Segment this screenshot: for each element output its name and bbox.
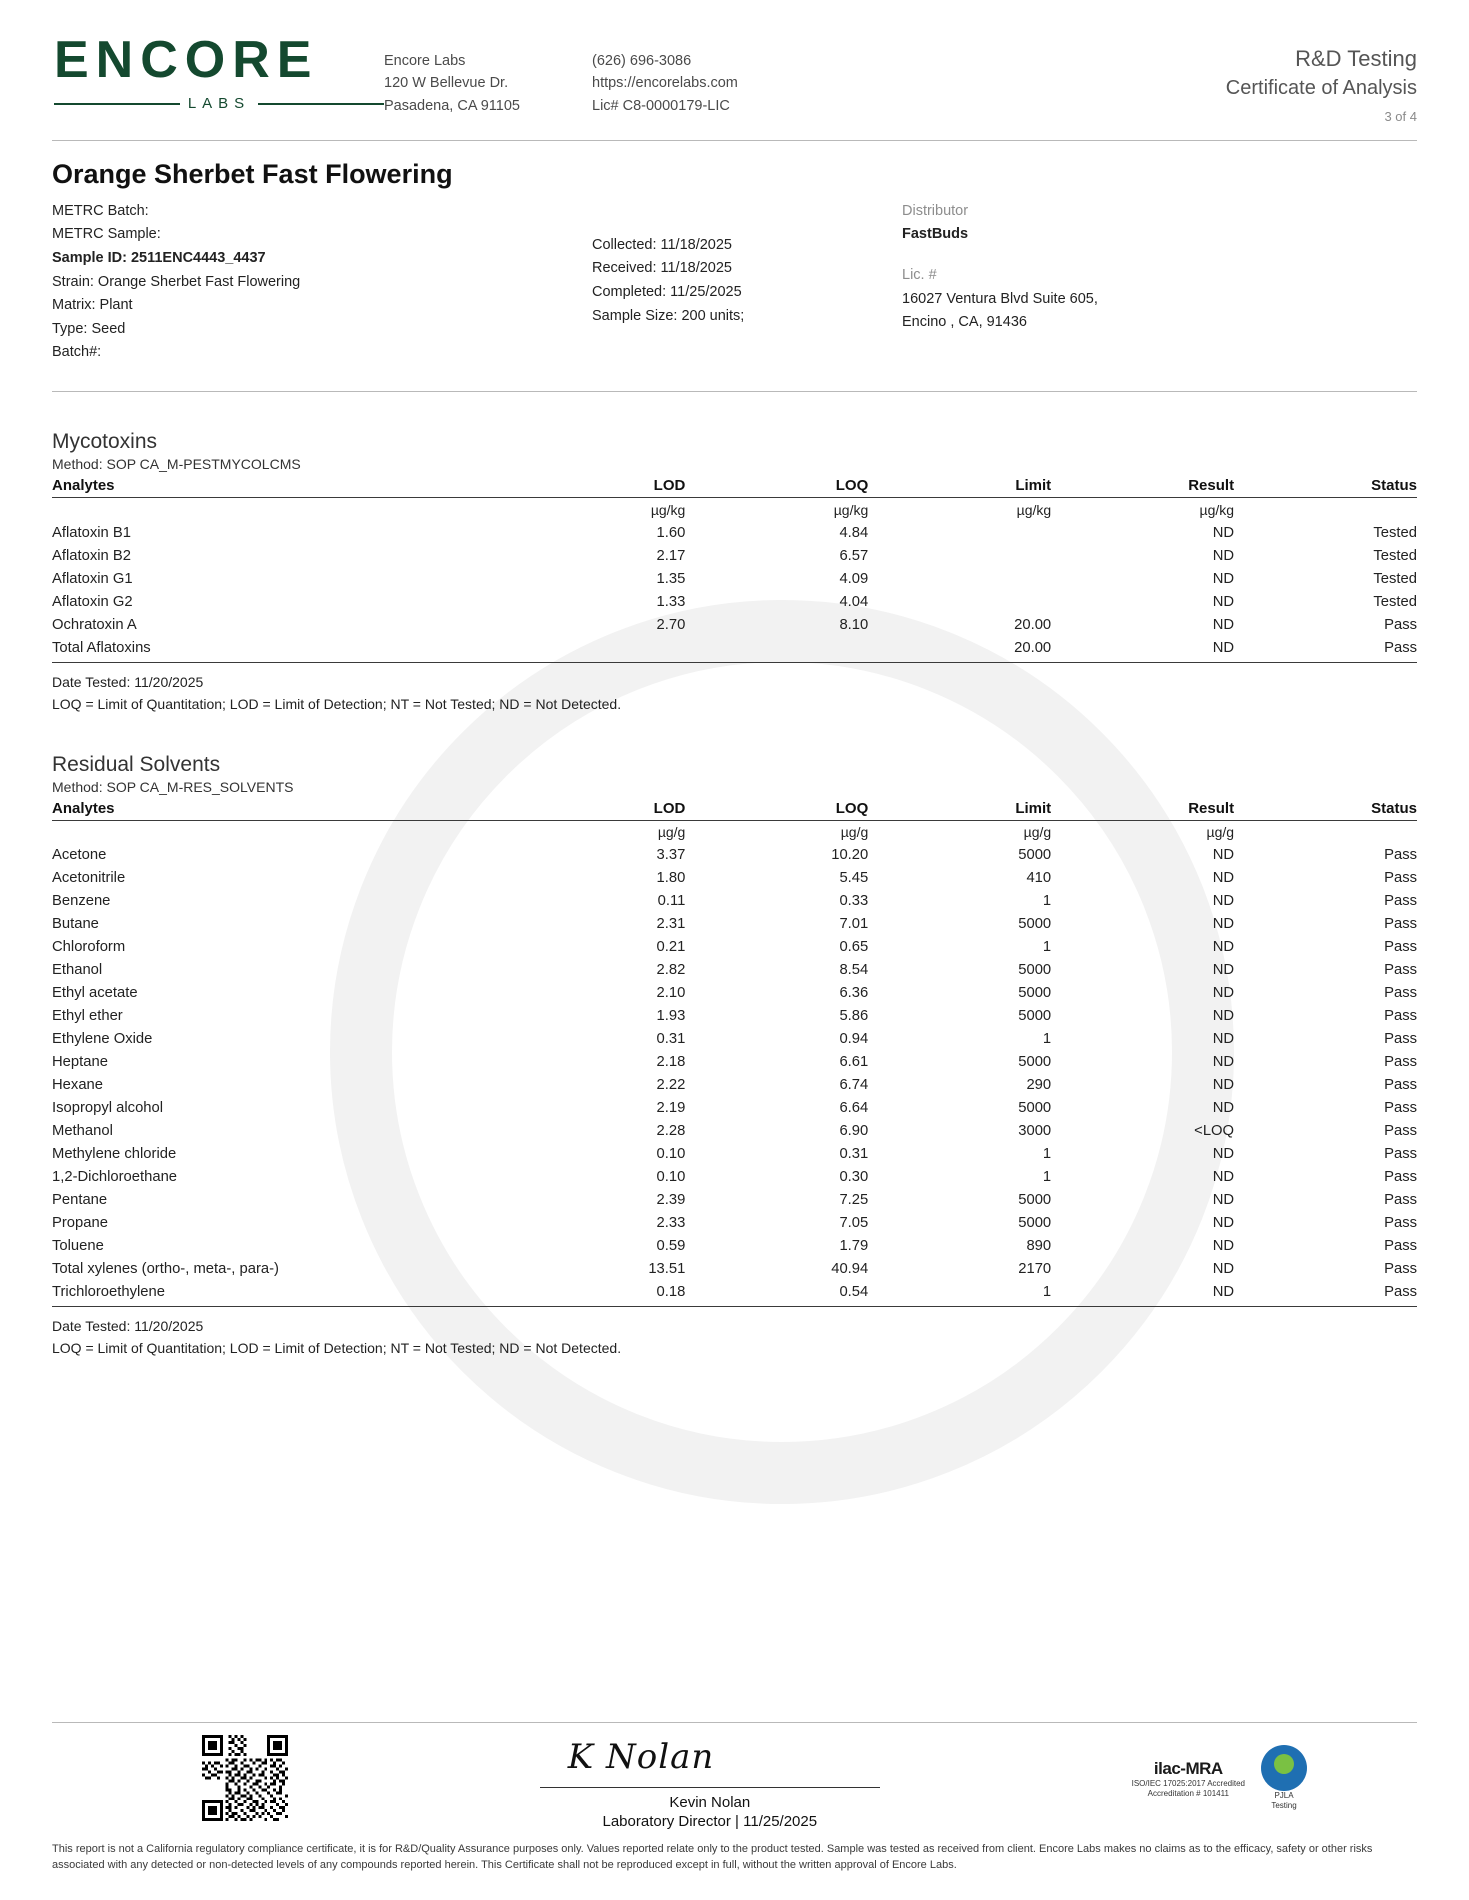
table-header-row <box>52 798 1417 821</box>
row-status: Pass <box>1384 1100 1417 1117</box>
row-loq: 6.64 <box>839 1100 869 1117</box>
table-row <box>52 1005 1417 1028</box>
lab-license: Lic# C8-0000179-LIC <box>592 97 730 114</box>
signer-role: Laboratory Director | 11/25/2025 <box>602 1813 818 1831</box>
row-loq: 7.05 <box>839 1215 869 1232</box>
table-row <box>52 1120 1417 1143</box>
col-lod: LOD <box>502 798 685 821</box>
row-loq: 6.57 <box>839 547 869 564</box>
ilac-logo-text: ilac-MRA <box>1153 1758 1223 1778</box>
row-result: ND <box>1212 1008 1235 1025</box>
col-limit: Limit <box>868 798 1051 821</box>
row-lod: 2.22 <box>656 1077 686 1094</box>
row-analyte: Ethanol <box>52 962 103 979</box>
row-limit: 1 <box>1042 1031 1052 1048</box>
row-loq: 7.01 <box>839 916 869 933</box>
completed-date: Completed: 11/25/2025 <box>592 283 742 300</box>
table-row <box>52 1258 1417 1281</box>
col-loq: LOQ <box>685 798 868 821</box>
row-limit: 5000 <box>1018 916 1052 933</box>
row-loq: 5.86 <box>839 1008 869 1025</box>
col-analytes: Analytes <box>52 475 502 498</box>
row-limit: 5000 <box>1018 1215 1052 1232</box>
distributor-label: Distributor <box>902 202 969 219</box>
residual-solvents-table <box>52 798 1417 1308</box>
row-status: Pass <box>1384 1077 1417 1094</box>
spacer <box>592 217 902 234</box>
row-loq: 6.90 <box>839 1123 869 1140</box>
row-analyte: Methylene chloride <box>52 1146 177 1163</box>
residual-solvents-date-tested: Date Tested: 11/20/2025 <box>52 1318 204 1335</box>
row-analyte: Acetonitrile <box>52 870 126 887</box>
row-result: ND <box>1212 1169 1235 1186</box>
residual-solvents-table-body <box>52 820 1417 1307</box>
col-lod: LOD <box>502 475 685 498</box>
table-row <box>52 1189 1417 1212</box>
received-date: Received: 11/18/2025 <box>592 260 733 277</box>
logo-subline <box>54 95 384 112</box>
signature-line <box>540 1737 880 1788</box>
row-lod: 2.10 <box>656 985 686 1002</box>
lab-address-line-3: Pasadena, CA 91105 <box>384 97 520 114</box>
sample-divider <box>52 391 1417 392</box>
row-limit: 5000 <box>1018 1192 1052 1209</box>
sample-info-column-middle <box>592 200 902 365</box>
col-result: Result <box>1051 475 1234 498</box>
row-status: Pass <box>1384 847 1417 864</box>
table-row <box>52 567 1417 590</box>
units-status <box>1234 820 1417 844</box>
row-loq: 5.45 <box>839 870 869 887</box>
table-row <box>52 1097 1417 1120</box>
row-status: Pass <box>1384 916 1417 933</box>
report-subtitle: Certificate of Analysis <box>1225 76 1417 99</box>
lab-address-line-2: 120 W Bellevue Dr. <box>384 75 509 92</box>
table-row <box>52 1166 1417 1189</box>
sample-type: Type: Seed <box>52 320 126 337</box>
row-limit: 890 <box>1026 1238 1052 1255</box>
table-row <box>52 590 1417 613</box>
table-row <box>52 613 1417 636</box>
row-analyte: Ethylene Oxide <box>52 1031 153 1048</box>
spacer <box>902 247 1302 264</box>
encore-labs-logo <box>54 28 384 112</box>
table-row <box>52 890 1417 913</box>
row-limit <box>868 590 1051 613</box>
pjla-mark <box>1261 1745 1307 1811</box>
sample-info-column-left <box>52 200 592 365</box>
units-result: µg/kg <box>1199 501 1235 518</box>
table-row <box>52 1235 1417 1258</box>
row-lod: 1.60 <box>656 524 686 541</box>
row-status: Tested <box>1373 547 1417 564</box>
distributor-license-label: Lic. # <box>902 266 937 283</box>
table-row <box>52 1051 1417 1074</box>
row-analyte: Toluene <box>52 1238 104 1255</box>
row-result: ND <box>1212 916 1235 933</box>
row-status: Pass <box>1384 1261 1417 1278</box>
row-result: ND <box>1212 1031 1235 1048</box>
row-loq: 6.36 <box>839 985 869 1002</box>
row-lod: 2.17 <box>656 547 686 564</box>
row-lod: 0.11 <box>657 893 686 910</box>
row-result: ND <box>1212 570 1235 587</box>
row-status: Pass <box>1384 616 1417 633</box>
row-result: ND <box>1212 547 1235 564</box>
row-loq: 6.61 <box>839 1054 869 1071</box>
distributor-address-line-2: Encino , CA, 91436 <box>902 314 1027 331</box>
row-result: ND <box>1051 636 1234 662</box>
col-loq: LOQ <box>685 475 868 498</box>
row-lod: 2.31 <box>656 916 686 933</box>
table-header-row <box>52 475 1417 498</box>
row-status: Pass <box>1384 1238 1417 1255</box>
row-analyte: Butane <box>52 916 99 933</box>
row-analyte: Aflatoxin B1 <box>52 524 131 541</box>
units-blank <box>52 820 502 844</box>
metrc-sample: METRC Sample: <box>52 226 161 243</box>
row-loq: 40.94 <box>831 1261 869 1278</box>
table-row <box>52 1281 1417 1307</box>
row-result: ND <box>1212 1215 1235 1232</box>
row-result: ND <box>1212 1077 1235 1094</box>
logo-wordmark: ENCORE <box>54 31 319 89</box>
row-limit: 5000 <box>1018 985 1052 1002</box>
row-loq: 1.79 <box>839 1238 869 1255</box>
row-limit: 290 <box>1026 1077 1052 1094</box>
row-analyte: Hexane <box>52 1077 104 1094</box>
row-result: ND <box>1212 1238 1235 1255</box>
spacer <box>592 200 902 217</box>
row-analyte: Heptane <box>52 1054 108 1071</box>
row-lod: 0.10 <box>656 1169 686 1186</box>
row-status: Pass <box>1384 939 1417 956</box>
residual-solvents-method: Method: SOP CA_M-RES_SOLVENTS <box>52 778 294 795</box>
table-row <box>52 982 1417 1005</box>
section-residual-solvents <box>52 753 1417 1360</box>
row-result: ND <box>1212 616 1235 633</box>
report-title-block <box>1226 28 1417 124</box>
row-result: ND <box>1212 524 1235 541</box>
table-row <box>52 844 1417 867</box>
table-row <box>52 1074 1417 1097</box>
row-analyte: Aflatoxin G2 <box>52 593 133 610</box>
table-row <box>52 1212 1417 1235</box>
table-row <box>52 1143 1417 1166</box>
report-type: R&D Testing <box>1295 46 1417 71</box>
row-analyte: Ethyl acetate <box>52 985 138 1002</box>
units-lod: µg/kg <box>650 501 686 518</box>
row-analyte: 1,2-Dichloroethane <box>52 1169 178 1186</box>
table-row <box>52 959 1417 982</box>
row-result: ND <box>1212 985 1235 1002</box>
row-loq: 0.31 <box>839 1146 869 1163</box>
row-analyte: Aflatoxin G1 <box>52 570 133 587</box>
row-status: Pass <box>1384 893 1417 910</box>
units-loq: µg/g <box>840 824 869 841</box>
row-result: ND <box>1212 1100 1235 1117</box>
row-result: ND <box>1212 939 1235 956</box>
row-status: Pass <box>1234 1281 1417 1307</box>
row-result: ND <box>1212 1146 1235 1163</box>
col-analytes: Analytes <box>52 798 502 821</box>
row-status: Pass <box>1384 1054 1417 1071</box>
sample-info <box>52 200 1417 365</box>
row-lod: 0.21 <box>656 939 686 956</box>
row-limit: 410 <box>1026 870 1052 887</box>
row-loq: 0.65 <box>839 939 869 956</box>
table-row <box>52 867 1417 890</box>
footer-divider <box>52 1722 1417 1723</box>
row-result: ND <box>1212 1054 1235 1071</box>
row-lod: 13.51 <box>648 1261 686 1278</box>
lab-address <box>384 28 592 117</box>
row-lod: 3.37 <box>656 847 686 864</box>
row-loq: 8.54 <box>839 962 869 979</box>
row-status: Pass <box>1384 985 1417 1002</box>
row-loq: 4.09 <box>839 570 869 587</box>
mycotoxins-method: Method: SOP CA_M-PESTMYCOLCMS <box>52 456 301 473</box>
distributor-address-line-1: 16027 Ventura Blvd Suite 605, <box>902 290 1098 307</box>
row-result: ND <box>1212 962 1235 979</box>
row-result: ND <box>1212 1192 1235 1209</box>
row-result: ND <box>1212 593 1235 610</box>
signer-name: Kevin Nolan <box>669 1794 751 1812</box>
table-row <box>52 636 1417 662</box>
row-analyte: Ochratoxin A <box>52 616 137 633</box>
row-status: Pass <box>1384 1215 1417 1232</box>
row-status: Pass <box>1384 1146 1417 1163</box>
row-lod: 1.33 <box>656 593 686 610</box>
row-loq: 0.33 <box>839 893 869 910</box>
row-limit <box>868 521 1051 544</box>
row-lod: 2.28 <box>656 1123 686 1140</box>
row-status: Tested <box>1373 524 1417 541</box>
table-row <box>52 1028 1417 1051</box>
units-status <box>1234 498 1417 522</box>
col-status: Status <box>1234 475 1417 498</box>
mycotoxins-title: Mycotoxins <box>52 430 158 454</box>
signature-block <box>500 1737 920 1831</box>
row-limit: 5000 <box>1018 1054 1052 1071</box>
sample-size: Sample Size: 200 units; <box>592 307 745 324</box>
row-result: ND <box>1051 1281 1234 1307</box>
col-result: Result <box>1051 798 1234 821</box>
row-status: Pass <box>1384 1008 1417 1025</box>
row-result: <LOQ <box>1194 1123 1235 1140</box>
row-lod: 0.10 <box>656 1146 686 1163</box>
row-lod: 2.70 <box>656 616 686 633</box>
pjla-label: PJLA <box>1274 1791 1294 1801</box>
sample-id: Sample ID: 2511ENC4443_4437 <box>52 249 266 266</box>
row-lod: 1.93 <box>656 1008 686 1025</box>
units-result: µg/g <box>1206 824 1235 841</box>
row-limit: 1 <box>1042 893 1052 910</box>
row-status: Pass <box>1384 1031 1417 1048</box>
logo-labs-text: LABS <box>187 95 251 112</box>
row-lod: 1.35 <box>656 570 686 587</box>
page-indicator: 3 of 4 <box>1384 108 1417 124</box>
mycotoxins-legend: LOQ = Limit of Quantitation; LOD = Limit of Detection; NT = Not Tested; ND = Not Detected. <box>52 695 622 712</box>
units-lod: µg/g <box>657 824 686 841</box>
row-analyte: Acetone <box>52 847 107 864</box>
row-limit: 2170 <box>1018 1261 1052 1278</box>
lab-phone: (626) 696-3086 <box>592 53 692 69</box>
row-analyte: Isopropyl alcohol <box>52 1100 164 1117</box>
col-limit: Limit <box>868 475 1051 498</box>
row-loq: 0.30 <box>839 1169 869 1186</box>
row-result: ND <box>1212 1261 1235 1278</box>
lab-website[interactable]: https://encorelabs.com <box>592 75 738 92</box>
row-status: Pass <box>1384 1192 1417 1209</box>
sample-strain: Strain: Orange Sherbet Fast Flowering <box>52 273 301 290</box>
disclaimer-text: This report is not a California regulatory compliance certificate, it is for R&D/Quality Assurance purposes only. Values reported relate only to the product tested. Sample was tested as received from client. Encore Labs makes no claims as to the efficacy, safety or other risks associated with any detected or non-detected levels of any compounds reported herein. This Certificate shall not be reproduced except in full, without the written approval of Encore Labs. <box>52 1843 1373 1872</box>
row-limit: 1 <box>1042 1146 1052 1163</box>
table-row <box>52 521 1417 544</box>
units-limit: µg/g <box>1023 824 1052 841</box>
residual-solvents-legend: LOQ = Limit of Quantitation; LOD = Limit of Detection; NT = Not Tested; ND = Not Detected. <box>52 1340 622 1357</box>
units-row <box>52 820 1417 844</box>
row-limit: 1 <box>868 1281 1051 1307</box>
row-limit: 1 <box>1042 1169 1052 1186</box>
row-loq: 7.25 <box>839 1192 869 1209</box>
logo-rule-right <box>258 103 384 105</box>
row-analyte: Methanol <box>52 1123 113 1140</box>
metrc-batch: METRC Batch: <box>52 202 149 219</box>
row-lod: 1.80 <box>656 870 686 887</box>
lab-address-line-1: Encore Labs <box>384 53 466 69</box>
row-status: Tested <box>1373 570 1417 587</box>
table-row <box>52 913 1417 936</box>
row-limit: 5000 <box>1018 847 1052 864</box>
row-status: Tested <box>1373 593 1417 610</box>
sample-info-column-right <box>902 200 1302 365</box>
row-loq: 4.84 <box>839 524 869 541</box>
section-mycotoxins <box>52 430 1417 715</box>
row-limit: 20.00 <box>1014 616 1052 633</box>
table-row <box>52 936 1417 959</box>
mycotoxins-date-tested: Date Tested: 11/20/2025 <box>52 673 204 690</box>
row-limit <box>868 567 1051 590</box>
row-loq: 10.20 <box>831 847 869 864</box>
row-lod: 0.31 <box>656 1031 686 1048</box>
row-status: Pass <box>1384 1169 1417 1186</box>
row-result: ND <box>1212 847 1235 864</box>
row-lod: 2.39 <box>656 1192 686 1209</box>
signature-image: K Nolan <box>567 1737 715 1778</box>
row-limit: 3000 <box>1018 1123 1052 1140</box>
units-row <box>52 498 1417 522</box>
row-loq: 8.10 <box>839 616 869 633</box>
row-limit <box>868 544 1051 567</box>
qr-code[interactable] <box>202 1735 288 1821</box>
pjla-sublabel: Testing <box>1271 1801 1297 1811</box>
distributor-name: FastBuds <box>902 226 969 243</box>
row-lod: 2.18 <box>656 1054 686 1071</box>
accreditation-marks <box>1132 1745 1307 1811</box>
units-limit: µg/kg <box>1016 501 1052 518</box>
ilac-accreditation-number: Accreditation # 101411 <box>1147 1788 1229 1798</box>
row-lod: 2.82 <box>656 962 686 979</box>
units-loq: µg/kg <box>833 501 869 518</box>
row-limit: 1 <box>1042 939 1052 956</box>
mycotoxins-table <box>52 475 1417 663</box>
mycotoxins-table-body <box>52 498 1417 663</box>
row-analyte: Total xylenes (ortho-, meta-, para-) <box>52 1261 279 1278</box>
row-lod: 2.19 <box>656 1100 686 1117</box>
row-status: Pass <box>1384 870 1417 887</box>
row-limit: 5000 <box>1018 962 1052 979</box>
collected-date: Collected: 11/18/2025 <box>592 236 733 253</box>
sample-matrix: Matrix: Plant <box>52 297 133 314</box>
row-analyte: Trichloroethylene <box>52 1281 502 1307</box>
row-loq: 0.54 <box>685 1281 868 1307</box>
units-blank <box>52 498 502 522</box>
row-analyte: Propane <box>52 1215 108 1232</box>
row-loq: 4.04 <box>839 593 869 610</box>
page-title: Orange Sherbet Fast Flowering <box>52 158 453 189</box>
row-loq: 0.94 <box>839 1031 869 1048</box>
residual-solvents-title: Residual Solvents <box>52 752 221 776</box>
row-status: Pass <box>1234 636 1417 662</box>
header-divider <box>52 140 1417 141</box>
row-lod <box>502 636 685 662</box>
page-header <box>52 0 1417 124</box>
row-limit: 20.00 <box>868 636 1051 662</box>
row-analyte: Aflatoxin B2 <box>52 547 131 564</box>
ilac-mra-mark <box>1132 1758 1245 1799</box>
row-analyte: Benzene <box>52 893 111 910</box>
row-lod: 0.18 <box>502 1281 685 1307</box>
row-loq <box>685 636 868 662</box>
sample-batch: Batch#: <box>52 344 102 361</box>
row-result: ND <box>1212 893 1235 910</box>
row-analyte: Pentane <box>52 1192 108 1209</box>
ilac-accreditation-standard: ISO/IEC 17025:2017 Accredited <box>1131 1778 1245 1788</box>
row-result: ND <box>1212 870 1235 887</box>
pjla-icon <box>1261 1745 1307 1791</box>
table-row <box>52 544 1417 567</box>
page-footer <box>52 1714 1417 1874</box>
lab-contact <box>592 28 892 117</box>
col-status: Status <box>1234 798 1417 821</box>
row-analyte: Total Aflatoxins <box>52 636 502 662</box>
row-analyte: Ethyl ether <box>52 1008 123 1025</box>
row-limit: 5000 <box>1018 1008 1052 1025</box>
row-limit: 5000 <box>1018 1100 1052 1117</box>
row-status: Pass <box>1384 962 1417 979</box>
row-loq: 6.74 <box>839 1077 869 1094</box>
logo-rule-left <box>54 103 180 105</box>
row-lod: 0.59 <box>656 1238 686 1255</box>
row-analyte: Chloroform <box>52 939 126 956</box>
row-lod: 2.33 <box>656 1215 686 1232</box>
row-status: Pass <box>1384 1123 1417 1140</box>
